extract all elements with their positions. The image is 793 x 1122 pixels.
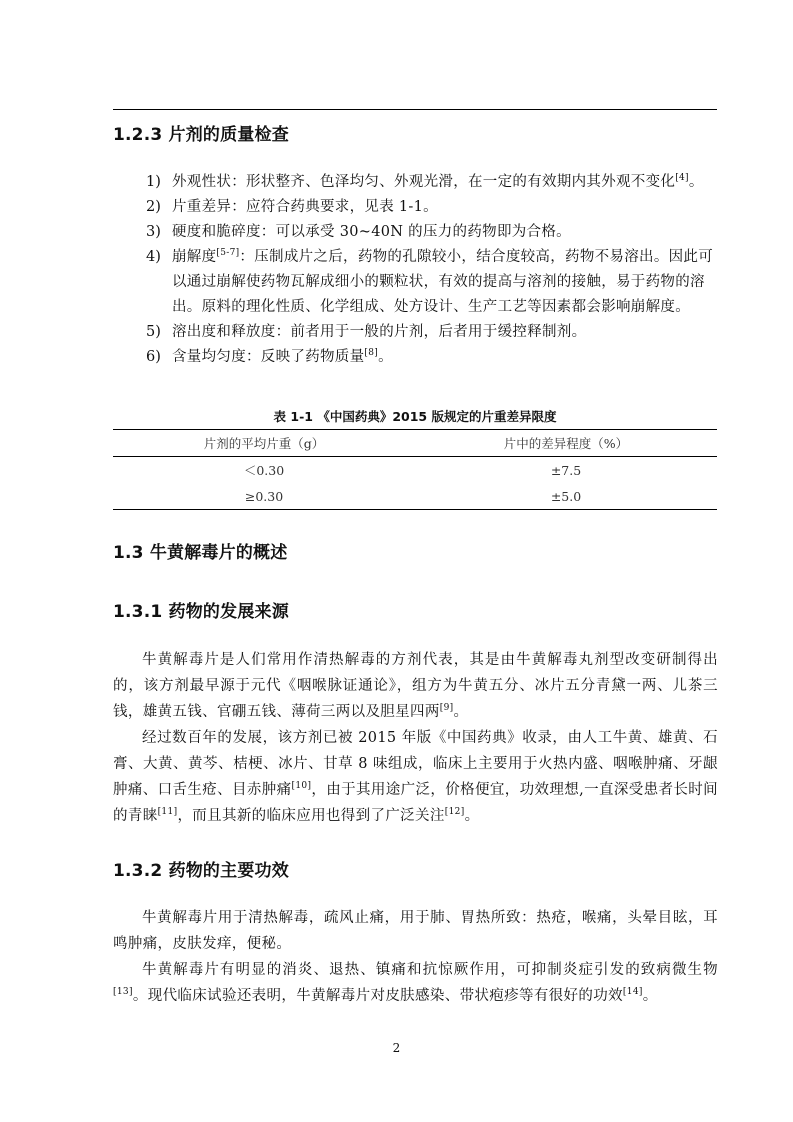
list-text-tail: 。: [378, 349, 393, 365]
section-heading-1-2-3: 1.2.3 片剂的质量检查: [113, 125, 289, 145]
citation: [8]: [364, 348, 379, 358]
paragraph-origin: [113, 647, 718, 725]
table-cell: ±7.5: [550, 462, 582, 478]
citation: [10]: [291, 781, 312, 791]
table-header-cell: 片中的差异程度（%）: [503, 436, 629, 451]
list-number: 6): [146, 349, 161, 365]
table-row: [113, 457, 717, 484]
section-heading-1-3-1: 1.3.1 药物的发展来源: [113, 602, 289, 622]
list-item: [146, 170, 718, 195]
paragraph-text: 。现代临床试验还表明，牛黄解毒片对皮肤感染、带状疱疹等有很好的功效: [132, 988, 623, 1004]
list-item: [146, 320, 718, 345]
list-number: 5): [146, 324, 161, 340]
paragraph-text: ，而且其新的临床应用也得到了广泛关注: [177, 808, 445, 824]
paragraph-text: 经过数百年的发展，该方剂已被 2015 年版《中国药典》收录，由人工牛黄、雄黄、石膏、大黄、黄芩、桔梗、冰片、甘草 8 味组成，临床上主要用于火热内盛、咽喉肿痛、牙龈肿痛、口舌生疮、目赤肿痛: [113, 730, 718, 798]
list-item: [146, 345, 718, 370]
header-rule: [113, 109, 717, 110]
paragraph-text-tail: 。: [642, 988, 658, 1004]
table-row: [113, 483, 717, 510]
table-cell: ≥0.30: [244, 488, 284, 504]
list-text: 溶出度和释放度：前者用于一般的片剂，后者用于缓控释制剂。: [172, 324, 587, 340]
table-caption: 表 1-1 《中国药典》2015 版规定的片重差异限度: [273, 409, 557, 424]
paragraph-text: 牛黄解毒片有明显的消炎、退热、镇痛和抗惊厥作用，可抑制炎症引发的致病微生物: [142, 962, 718, 978]
citation: [5-7]: [216, 248, 240, 258]
page-number: 2: [392, 1041, 401, 1055]
citation: [13]: [113, 987, 133, 997]
list-text: 片重差异：应符合药典要求，见表 1-1。: [172, 199, 438, 215]
section-heading-1-3: 1.3 牛黄解毒片的概述: [113, 543, 288, 563]
table-header-cell: 片剂的平均片重（g）: [203, 436, 325, 451]
list-text: 崩解度: [172, 249, 217, 265]
table-header-row: [113, 430, 717, 457]
list-item: [146, 195, 718, 220]
citation: [4]: [675, 173, 689, 183]
list-text: 含量均匀度：反映了药物质量: [172, 349, 365, 365]
citation: [12]: [444, 807, 465, 817]
list-item: [146, 220, 718, 245]
paragraph-text-tail: 。: [453, 704, 469, 720]
list-number: 3): [146, 224, 161, 240]
list-text-tail: ：压制成片之后，药物的孔隙较小，结合度较高，药物不易溶出。因此可以通过崩解使药物瓦解成细小的颗粒状，有效的提高与溶剂的接触，易于药物的溶出。原料的理化性质、化学组成、处方设计、生产工艺等因素都会影响崩解度。: [172, 249, 714, 315]
quality-check-list: [146, 170, 718, 370]
list-number: 2): [146, 199, 161, 215]
paragraph-text: 牛黄解毒片用于清热解毒，疏风止痛，用于肺、胃热所致：热疮，喉痛，头晕目眩，耳鸣肿痛，皮肤发痒，便秘。: [113, 910, 718, 952]
citation: [14]: [622, 987, 643, 997]
citation: [9]: [439, 703, 454, 713]
citation: [11]: [157, 807, 178, 817]
list-text: 外观性状：形状整齐、色泽均匀、外观光滑，在一定的有效期内其外观不变化: [172, 174, 676, 190]
section-heading-1-3-2: 1.3.2 药物的主要功效: [113, 861, 289, 881]
paragraph-efficacy: [113, 957, 718, 1009]
table-cell: ±5.0: [550, 488, 582, 504]
table-cell: ＜0.30: [243, 463, 285, 478]
paragraph-text: ，由于其用途广泛，价格便宜，功效理想,一直深受患者长时间的青睐: [113, 782, 718, 824]
paragraph-text: 牛黄解毒片是人们常用作清热解毒的方剂代表，其是由牛黄解毒丸剂型改变研制得出的，该方剂最早源于元代《咽喉脉证通论》，组方为牛黄五分、冰片五分青黛一两、儿茶三钱，雄黄五钱、官硼五钱、薄荷三两以及胆星四两: [113, 652, 718, 720]
paragraph-usage: [113, 905, 718, 957]
list-number: 1): [146, 174, 161, 190]
paragraph-text-tail: 。: [464, 808, 480, 824]
list-text: 硬度和脆碎度：可以承受 30~40N 的压力的药物即为合格。: [172, 224, 571, 240]
paragraph-development: [113, 725, 718, 829]
list-number: 4): [146, 249, 161, 265]
list-text-tail: 。: [688, 174, 704, 190]
list-item: [146, 245, 718, 320]
weight-variation-table: [113, 429, 717, 510]
